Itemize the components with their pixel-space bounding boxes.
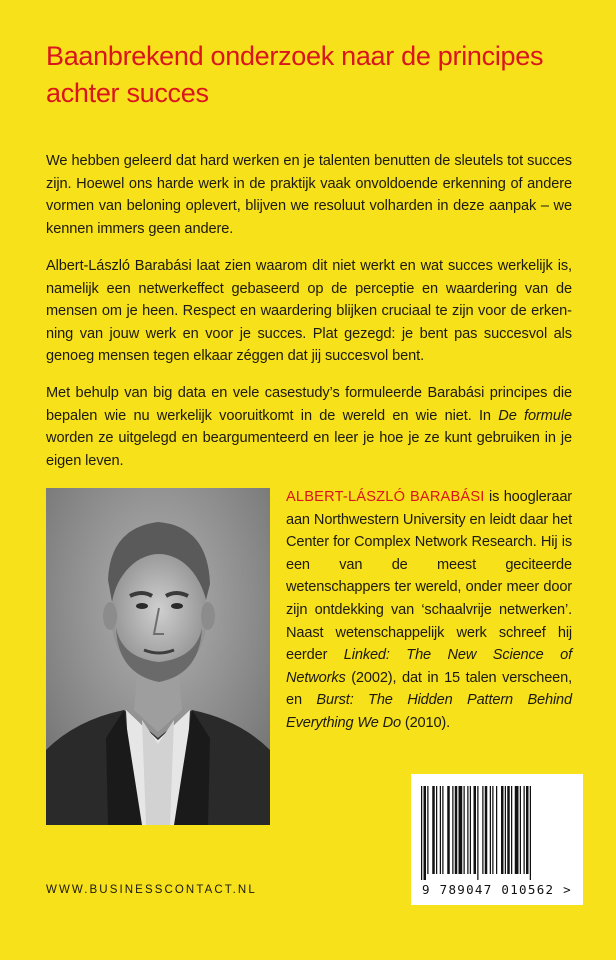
- barcode-bar: [452, 786, 453, 874]
- barcode-bar: [496, 786, 497, 874]
- isbn-barcode: [411, 774, 583, 905]
- blurb-text: worden ze uitgelegd en beargumenteerd en leer je hoe je ze kunt gebruiken in je eigen leven.: [46, 430, 572, 469]
- barcode-bar: [511, 786, 512, 874]
- publisher-website: WWW.BUSINESSCONTACT.NL: [46, 884, 257, 896]
- barcode-bar: [507, 786, 510, 874]
- isbn-number: 9 789047 010562 >: [421, 882, 573, 897]
- barcode-bar: [526, 786, 529, 874]
- barcode-bar: [470, 786, 471, 874]
- barcode-bars: [411, 774, 583, 884]
- bio-text: (2002), dat in 15 talen verscheen, en: [286, 669, 572, 709]
- barcode-bar: [492, 786, 493, 874]
- barcode-bar: [442, 786, 443, 874]
- barcode-bar: [485, 786, 488, 874]
- barcode-bar: [421, 786, 422, 880]
- bio-text: is hoogleraar aan Northwestern University en leidt daar het Center for Complex Network Research. Hij is een van de meest geciteerde wetenschappers ter wereld, onder meer door zijn ontdekking van ‘schaalvrije netwerken’. Naast wetenschappelijk werk schreef hij eerder: [286, 489, 572, 664]
- barcode-bar: [482, 786, 483, 874]
- barcode-bar: [455, 786, 458, 874]
- barcode-bar: [436, 786, 437, 874]
- barcode-bar: [490, 786, 491, 874]
- barcode-bar: [464, 786, 465, 874]
- book-title: Burst: The Hidden Pattern Behind Everything We Do: [286, 692, 572, 731]
- blurb-text: Met behulp van big data en vele casestudy’s formuleerde Barabási principes die bepalen wie nu werkelijk vooruitkomt in de wereld en wie niet. In: [46, 385, 572, 424]
- barcode-bar: [474, 786, 477, 874]
- book-title: Linked: The New Science of Networks: [286, 647, 572, 686]
- barcode-bar: [459, 786, 463, 874]
- barcode-bar: [501, 786, 504, 874]
- bio-text: (2010).: [400, 714, 451, 731]
- blurb-paragraph-3: [46, 382, 572, 472]
- blurb-paragraph-1: We hebben geleerd dat hard werken en je talenten benutten de sleutels tot succes zijn. Hoewel ons harde werk in de praktijk vaak onvoldoende erkenning of andere vormen van beloning oplevert, blijven we resoluut volharden in deze aanpak – we kennen immers geen andere.: [46, 153, 572, 237]
- author-photo: [46, 488, 270, 825]
- barcode-bar: [427, 786, 428, 874]
- barcode-bar: [515, 786, 519, 874]
- book-title: De formule: [498, 407, 572, 424]
- barcode-bar: [424, 786, 427, 880]
- headline: Baanbrekend onderzoek naar de principes achter succes: [46, 41, 544, 108]
- barcode-bar: [467, 786, 468, 874]
- barcode-bar: [530, 786, 531, 880]
- barcode-bar: [447, 786, 450, 874]
- barcode-bar: [432, 786, 435, 874]
- blurb-paragraph-2: Albert-László Barabási laat zien waarom dit niet werkt en wat succes werkelijk is, namelijk een netwerkeffect gebaseerd op de perceptie en waardering van de mensen om je heen. Respect en waardering blijken cruciaal te zijn voor de erkenning van jouw werk en voor je succes. Plat gezegd: je bent pas succesvol als genoeg mensen tegen elkaar zéggen dat jij succesvol bent.: [46, 258, 572, 365]
- barcode-bar: [520, 786, 521, 874]
- barcode-bar: [505, 786, 506, 874]
- barcode-bar: [440, 786, 441, 874]
- author-name: ALBERT-LÁSZLÓ BARABÁSI: [286, 489, 485, 505]
- barcode-bar: [477, 786, 478, 880]
- author-bio: [286, 486, 572, 735]
- barcode-bar: [524, 786, 525, 874]
